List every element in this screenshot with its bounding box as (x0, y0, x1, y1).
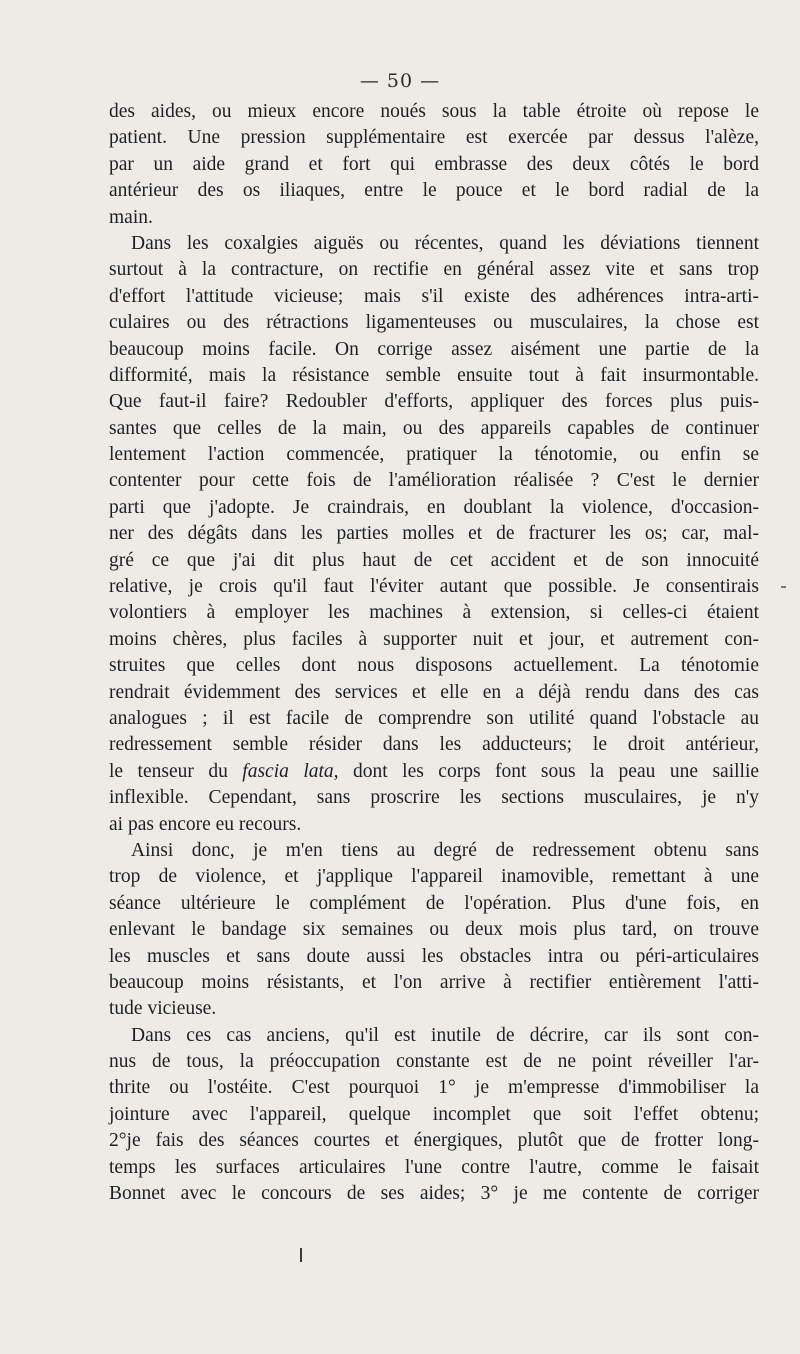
text-line: thrite ou l'ostéite. C'est pourquoi 1° je m'empresse d'immobiliser la (109, 1077, 759, 1099)
text-line: beaucoup moins facile. On corrige assez aisément une partie de la (109, 338, 759, 360)
text-line: ner des dégâts dans les parties molles et de fracturer les os; car, mal- (109, 523, 759, 545)
text-line: contenter pour cette fois de l'amélioration réalisée ? C'est le dernier (109, 470, 759, 492)
text-line: main. (109, 206, 153, 228)
text-line: antérieur des os iliaques, entre le pouce et le bord radial de la (109, 180, 759, 202)
italic-term: fascia lata, (242, 760, 339, 782)
text-line: difformité, mais la résistance semble ensuite tout à fait insurmontable. (109, 364, 759, 386)
text-line: par un aide grand et fort qui embrasse des deux côtés le bord (109, 153, 759, 175)
text-line: struites que celles dont nous disposons actuellement. La ténotomie (109, 655, 759, 677)
paragraph-start-line: Dans ces cas anciens, qu'il est inutile de décrire, car ils sont con- (131, 1024, 759, 1046)
margin-speck (781, 586, 786, 588)
text-line: tude vicieuse. (109, 998, 217, 1020)
text-line: temps les surfaces articulaires l'une contre l'autre, comme le faisait (109, 1156, 759, 1178)
page-number: — 50 — (359, 70, 441, 92)
text-line: moins chères, plus faciles à supporter nuit et jour, et autrement con- (109, 628, 759, 650)
text-line: d'effort l'attitude vicieuse; mais s'il existe des adhérences intra-arti- (109, 285, 759, 307)
paragraph-start-line: Ainsi donc, je m'en tiens au degré de redressement obtenu sans (131, 839, 759, 861)
text-line: enlevant le bandage six semaines ou deux mois plus tard, on trouve (109, 919, 759, 941)
text-line: jointure avec l'appareil, quelque incomplet que soit l'effet obtenu; (109, 1103, 759, 1125)
text-line: surtout à la contracture, on rectifie en général assez vite et sans trop (109, 259, 759, 281)
text-line: des aides, ou mieux encore noués sous la table étroite où repose le (109, 101, 759, 122)
text-line: rendrait évidemment des services et elle en a déjà rendu dans des cas (109, 681, 759, 703)
text-line: relative, je crois qu'il faut l'éviter autant que possible. Je consentirais (109, 576, 759, 598)
text-line: trop de violence, et j'applique l'appareil inamovible, remettant à une (109, 866, 759, 888)
text-line: volontiers à employer les machines à extension, si celles-ci étaient (109, 602, 759, 624)
text-line: patient. Une pression supplémentaire est exercée par dessus l'alèze, (109, 127, 759, 149)
text-line-with-italic (109, 759, 759, 785)
text-line: gré ce que j'ai dit plus haut de cet accident et de son innocuité (109, 549, 759, 571)
text-line: nus de tous, la préoccupation constante est de ne point réveiller l'ar- (109, 1051, 759, 1073)
text-line: les muscles et sans doute aussi les obstacles intra ou péri-articulaires (109, 945, 759, 967)
text-line: inflexible. Cependant, sans proscrire les sections musculaires, je n'y (109, 787, 759, 809)
text-line: parti que j'adopte. Je craindrais, en doublant la violence, d'occasion- (109, 496, 759, 518)
text-line: redressement semble résider dans les adducteurs; le droit antérieur, (109, 734, 759, 756)
ink-speck (300, 1248, 302, 1262)
text-line: ai pas encore eu recours. (109, 813, 302, 835)
text-line: santes que celles de la main, ou des appareils capables de continuer (109, 417, 759, 439)
text-line: 2°je fais des séances courtes et énergiques, plutôt que de frotter long- (109, 1130, 759, 1152)
text-line: Bonnet avec le concours de ses aides; 3° je me contente de corriger (109, 1183, 759, 1205)
text-line: séance ultérieure le complément de l'opération. Plus d'une fois, en (109, 892, 759, 914)
text-segment: le tenseur du (109, 760, 228, 782)
body-text (109, 99, 759, 1207)
text-line: lentement l'action commencée, pratiquer la ténotomie, ou enfin se (109, 444, 759, 466)
text-line: beaucoup moins résistants, et l'on arrive à rectifier entièrement l'atti- (109, 971, 759, 993)
text-line: Que faut-il faire? Redoubler d'efforts, appliquer des forces plus puis- (109, 391, 759, 413)
text-line: culaires ou des rétractions ligamenteuses ou musculaires, la chose est (109, 312, 759, 334)
paragraph-start-line: Dans les coxalgies aiguës ou récentes, quand les déviations tiennent (131, 232, 759, 254)
text-segment: dont les corps font sous la peau une saillie (353, 760, 760, 782)
text-line: analogues ; il est facile de comprendre son utilité quand l'obstacle au (109, 707, 759, 729)
